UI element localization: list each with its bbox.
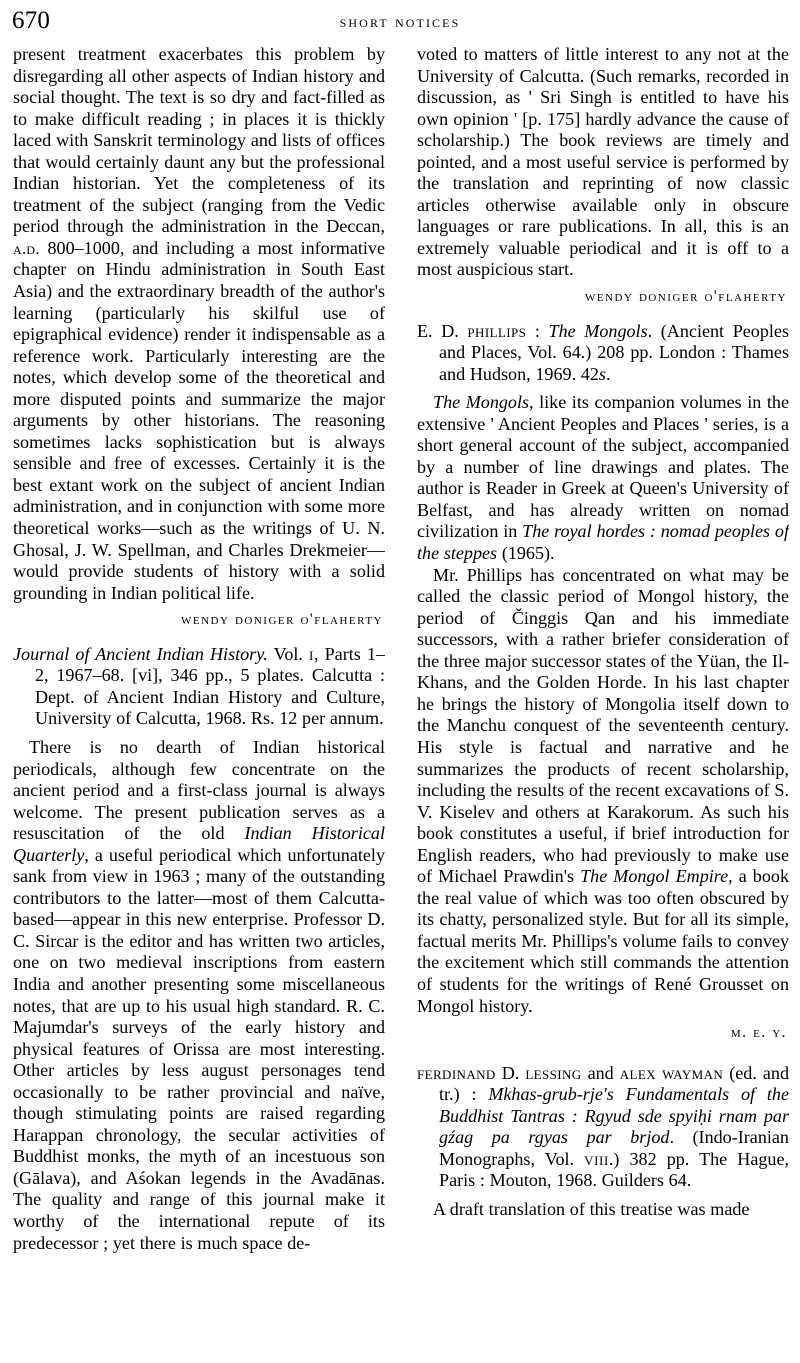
- author-initials: E. D.: [417, 320, 468, 341]
- review-body-mongols-first: [417, 392, 789, 564]
- review-text-part-2: 800–1000, and including a most informative chapter on Hindu administration in South East Asia) and the extraordinary breadth of the author's learning (particularly his skilful use of epigraphical evidence) render it indispensable as a reference work. Particularly interesting are the notes, which develop some of the theoretical and more disputed points and summarize the major arguments by other historians. The reasoning sometimes lacks sophistication but is always sensible and free of excesses. Certainly it is the best extant work on the subject of ancient Indian administration, and in conjunction with some more theoretical works—such as the writings of U. N. Ghosal, J. W. Spellman, and Charles Drekmeier—would provide students of history with a solid grounding in Indian political life.: [13, 237, 385, 603]
- volume-prefix: Vol.: [267, 643, 310, 664]
- reviewer-signature: wendy doniger o'flaherty: [180, 611, 383, 629]
- price-shillings-symbol: s: [598, 363, 606, 384]
- block-spacer: [13, 730, 385, 737]
- review-continuation-paragraph-right: voted to matters of little interest to any not at the University of Calcutta. (Such remarks, recorded in discussion, as ' Sri Singh is entitled to have his own opinion ' [p. 175] hardly advance the cause of scholarship.) The book reviews are timely and pointed, and a most useful service is performed by the translation and reprinting of now classic articles otherwise available only in obscure languages or rare publications. In all, this is an extremely valuable periodical and it is off to a most auspicious start.: [417, 44, 789, 280]
- cited-periodical-title: Indian Historical Quarterly: [13, 823, 385, 865]
- book-imprint: . (Ancient Peoples and Places, Vol. 64.) 208 pp. London : Thames and Hudson, 1969. 42: [439, 320, 789, 384]
- author-two-surname: wayman: [662, 1062, 724, 1083]
- bibliographic-heading-journal: [13, 644, 385, 730]
- review-body-part-b: (1965).: [497, 543, 555, 564]
- author-one-given: ferdinand: [417, 1062, 496, 1083]
- review-body-part-b: , a useful periodical which unfortunately sank from view in 1963 ; many of the outstanding contributors to the latter—most of them Calcutta-based—appear in this new enterprise. Professor D. C. Sircar is the editor and has written two articles, one on two medieval inscriptions from eastern India and another presenting some miscellaneous notes, that are up to his usual high standard. R. C. Majumdar's surveys of the early history and physical features of Orissa are most interesting. Other articles by less august personages tend occasionally to be rather provincial and naïve, though stimulating points are raised regarding Harappan chronology, the secular activities of Buddhist monks, the myth of an incestuous son (Gālava), and Aśokan legends in the Avadānas. The quality and range of this journal make it worthy of the international repute of its predecessor ; yet there is much space de-: [13, 844, 385, 1253]
- page-number: 670: [12, 7, 51, 34]
- bibliographic-heading-mongols: [417, 321, 789, 386]
- review-text-part-1: present treatment exacerbates this problem by disregarding all other aspects of Indian history and social thought. The text is so dry and fact-filled as to make difficult reading ; in places it is thickly laced with Sanskrit terminology and lists of offices that would certainly daunt any but the professional Indian historian. Yet the completeness of its treatment of the subject (ranging from the Vedic period through the administration in the Deccan,: [13, 44, 385, 237]
- author-surname: phillips: [467, 320, 527, 341]
- block-spacer: [417, 1044, 789, 1063]
- editorial-role: (ed. and tr.) :: [439, 1062, 789, 1105]
- block-spacer: [13, 631, 385, 644]
- running-head-title: short notices: [339, 12, 461, 31]
- block-spacer: [417, 308, 789, 321]
- author-one-middle-initial: D.: [495, 1062, 526, 1083]
- two-column-body: [0, 44, 800, 1363]
- right-column: [417, 44, 789, 1363]
- cited-book-title: The royal hordes : nomad peoples of the steppes: [417, 521, 789, 564]
- left-column: [13, 44, 385, 1363]
- bibliographic-heading-tantras: [417, 1063, 789, 1192]
- block-spacer: [417, 385, 789, 392]
- review-body-mongols-second: [417, 565, 789, 1017]
- heading-colon: :: [526, 320, 549, 341]
- review-body-part-c: Mr. Phillips has concentrated on what may be called the classic period of Mongol history, the period of Činggis Qan and his immediate successors, with a rather briefer consideration of the three major successor states of the Yüan, the Il-Khans, and the Golden Horde. In his last chapter he brings the history of Mongolia itself down to the Manchu conquest of the seventeenth century. His style is factual and narrative and he summarizes the products of recent scholarship, including the results of the recent excavations of S. V. Kiselev and others at Karakorum. As such his book constitutes a useful, if brief introduction for English readers, who had previously to make use of Michael Prawdin's: [417, 564, 789, 887]
- series-volume-numeral: viii: [584, 1148, 609, 1169]
- journal-title: Journal of Ancient Indian History.: [13, 643, 268, 664]
- imprint-terminal-period: .: [605, 363, 611, 384]
- review-body-part-d: , a book the real value of which was too often obscured by its chatty, personalized style. But for all its simple, factual merits Mr. Phillips's volume fails to convey the excitement which still commands the attention of students for the writings of René Grousset on Mongol history.: [417, 866, 789, 1016]
- review-body-journal: [13, 737, 385, 1254]
- book-title-inline: The Mongols: [433, 392, 530, 413]
- block-spacer: [417, 1192, 789, 1199]
- journal-imprint: , Parts 1–2, 1967–68. [vi], 346 pp., 5 plates. Calcutta : Dept. of Ancient Indian History and Culture, University of Calcutta, 1968. Rs. 12 per annum.: [35, 643, 385, 729]
- review-body-tantras: A draft translation of this treatise was made: [433, 1198, 750, 1219]
- author-conjunction: and: [581, 1062, 620, 1083]
- review-body-part-a: There is no dearth of Indian historical periodicals, although few concentrate on the ancient period and a first-class journal is always welcome. The present publication serves as a resuscitation of the old: [13, 736, 385, 844]
- series-imprint-b: .) 382 pp. The Hague, Paris : Mouton, 1968. Guilders 64.: [439, 1148, 789, 1191]
- reviewer-initials-signature: m. e. y.: [730, 1024, 787, 1042]
- running-head: [0, 6, 800, 36]
- reviewer-signature: wendy doniger o'flaherty: [584, 288, 787, 306]
- cited-book-title-prawdin: The Mongol Empire: [580, 866, 729, 887]
- review-body-part-a: , like its companion volumes in the extensive ' Ancient Peoples and Places ' series, is a short general account of the subject, accompanied by a number of line drawings and plates. The author is Reader in Greek at Queen's University of Belfast, and has already written on nomad civilization in: [417, 392, 789, 542]
- book-title: The Mongols: [548, 320, 648, 341]
- review-continuation-paragraph: [13, 44, 385, 604]
- era-abbreviation: a.d.: [13, 238, 40, 258]
- book-title-tibetan: Mkhas-grub-rje's Fundamentals of the Buddhist Tantras : Rgyud sde spyiḥi rnam par gźag pa rgyas par brjod: [439, 1084, 789, 1148]
- series-imprint-a: . (Indo-Iranian Monographs, Vol.: [439, 1127, 789, 1169]
- volume-numeral: i: [309, 643, 314, 664]
- author-one-surname: lessing: [525, 1062, 582, 1083]
- author-two-given: alex: [619, 1062, 657, 1083]
